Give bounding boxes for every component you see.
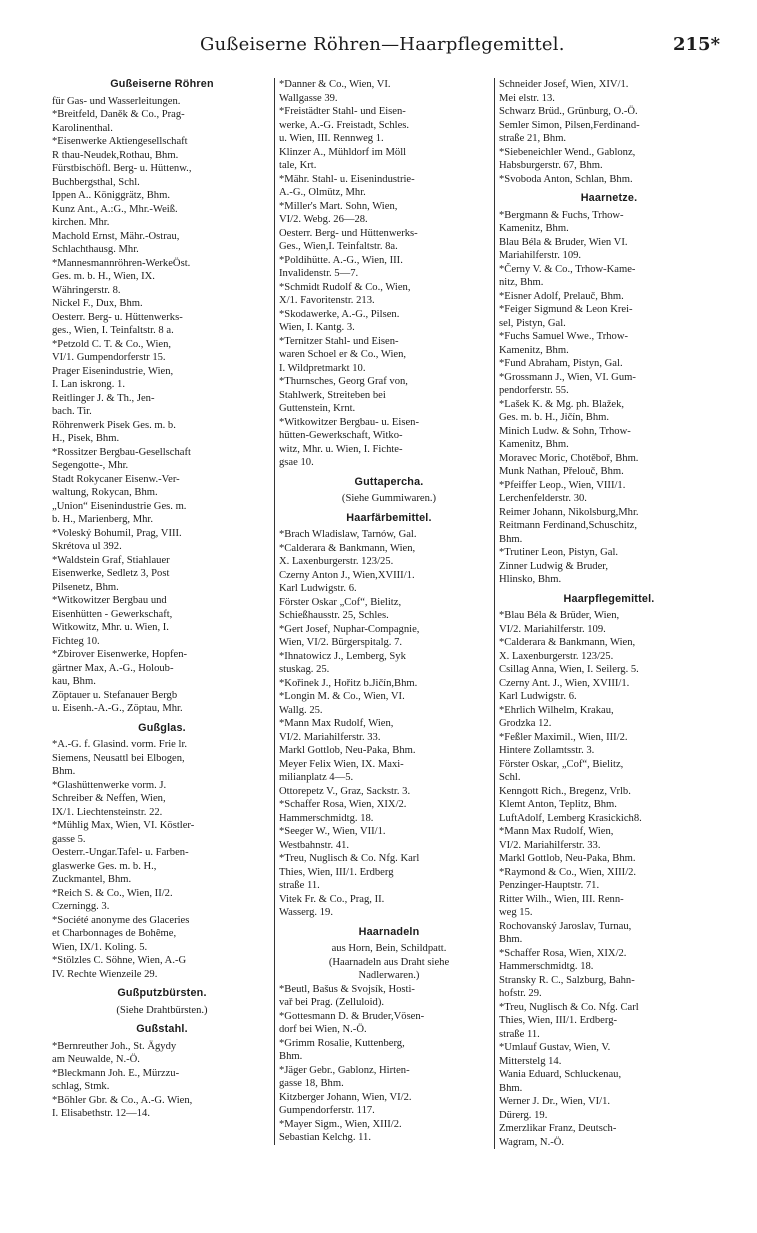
directory-entry-line: Schießhausstr. 25, Schles. [279,610,389,621]
directory-entry-line: Stransky R. C., Salzburg, Bahn- [499,974,635,986]
directory-entry-line: glaswerke Ges. m. b. H., [52,860,157,872]
directory-entry-line: *Thurnsches, Georg Graf von, [279,376,408,387]
directory-entry-line: *Lašek K. & Mg. ph. Blažek, [499,398,625,410]
directory-entry-line: *Ihnatowicz J., Lemberg, Syk [279,650,406,662]
directory-entry-line: Meyer Felix Wien, IX. Maxi- [279,758,404,770]
directory-entry-line: kirchen. Mhr. [52,217,110,228]
column-2 [274,78,499,1145]
directory-entry-line: Bhm. [279,1051,303,1062]
directory-entry-line: Segengotte-, Mhr. [52,460,129,471]
directory-entry-line: *Calderara & Bankmann, Wien, [279,542,416,554]
directory-entry-line: Schlachthausg. Mhr. [52,244,139,255]
directory-entry-line: VI/1. Gumpendorferstr 15. [52,352,166,363]
directory-entry-line: Ippen A.. Königgrätz, Bhm. [52,190,170,201]
section-heading: Haarpflegemittel. [563,592,655,605]
directory-entry-line: Schwarz Brüd., Grünburg, O.-Ö. [499,106,638,117]
directory-entry-line: Zinner Ludwig & Bruder, [499,560,609,572]
directory-entry-line: Wallg. 25. [279,704,323,716]
directory-entry-line: Wasserg. 19. [279,907,333,918]
directory-entry-line: *Fund Abraham, Pistyn, Gal. [499,358,623,369]
directory-entry-line: nitz, Bhm. [499,277,544,288]
directory-entry-line: für Gas- und Wasserleitungen. [52,95,181,107]
directory-entry-line: Wallgasse 39. [279,92,338,104]
directory-entry-line: *Gottesmann D. & Bruder,Vösen- [279,1010,425,1022]
directory-entry-line: Schneider Josef, Wien, XIV/1. [499,79,629,90]
directory-entry-line: *Bernreuther Joh., St. Ägydy [52,1040,177,1052]
directory-entry-line: straße 11. [279,880,320,891]
directory-entry-line: Kamenitz, Bhm. [499,344,569,356]
section-note: (Siehe Drahtbürsten.) [116,1004,208,1016]
section-heading: Guttapercha. [354,475,424,488]
directory-entry-line: Eisenhütten - Gewerkschaft, [52,608,173,620]
directory-entry-line: Gumpendorferstr. 117. [279,1105,375,1116]
directory-entry-line: Karl Ludwigstr. 6. [279,583,357,594]
directory-entry-line: *Voleský Bohumil, Prag, VIII. [52,527,182,539]
directory-entry-line: Klinzer A., Mühldorf im Möll [279,146,407,158]
directory-entry-line: tale, Krt. [279,160,317,171]
directory-entry-line: bach. Tir. [52,406,92,417]
directory-entry-line: Skrétova ul 392. [52,541,122,552]
directory-entry-line: Förster Oskar „Cof“, Bielitz, [279,596,402,608]
directory-entry-line: *Waldstein Graf, Stiahlauer [52,554,170,566]
directory-entry-line: Czerningg. 3. [52,901,110,912]
directory-entry-line: Bhm. [499,934,523,945]
page-header [40,34,720,60]
directory-entry-line: dorf bei Wien, N.-Ö. [279,1024,367,1035]
section-heading: Haarfärbemittel. [346,511,432,524]
directory-entry-line: gärtner Max, A.-G., Holoub- [52,662,174,674]
directory-entry-line: *Blau Béla & Brüder, Wien, [499,610,620,621]
directory-entry-line: vař bei Prag. (Zelluloid). [279,997,385,1008]
directory-entry-line: milianplatz 4—5. [279,772,354,783]
directory-entry-line: Guttenstein, Krnt. [279,403,356,414]
directory-entry-line: Ges. m. b. H., Jičín, Bhm. [499,412,610,423]
directory-entry-line: *Bleckmann Joh. E., Mürzzu- [52,1067,180,1079]
directory-entry-line: A.-G., Olmütz, Mhr. [279,187,366,198]
directory-entry-line: Karolinenthal. [52,122,113,134]
directory-entry-line: *Rossitzer Bergbau-Gesellschaft [52,446,191,458]
directory-entry-line: Wien, VI/2. Bürgerspitalg. 7. [279,637,403,648]
section-heading: Gußstahl. [136,1023,188,1035]
directory-entry-line: *Gert Josef, Nuphar-Compagnie, [279,623,420,635]
directory-entry-line: Westbahnstr. 41. [279,839,350,851]
page-number: 215* [673,34,720,55]
directory-entry-line: *Umlauf Gustav, Wien, V. [499,1042,611,1053]
directory-entry-line: *Pfeiffer Leop., Wien, VIII/1. [499,479,626,491]
directory-entry-line: hofstr. 29. [499,988,542,999]
directory-entry-line: Vitek Fr. & Co., Prag, II. [279,893,385,905]
directory-entry-line: *Reich S. & Co., Wien, II/2. [52,887,173,899]
column-1 [52,78,272,1121]
directory-entry-line: *Breitfeld, Daněk & Co., Prag- [52,109,185,120]
directory-entry-line: pendorferstr. 55. [499,385,569,396]
directory-entry-line: witz, Mhr. u. Wien, I. Fichte- [279,443,403,455]
directory-entry-line: *Schaffer Rosa, Wien, XIX/2. [279,799,407,810]
directory-entry-line: Thies, Wien, III/1. Erdberg [279,866,394,878]
directory-entry-line: *Freistädter Stahl- und Eisen- [279,106,406,117]
directory-entry-line: Bhm. [499,1082,523,1094]
directory-entry-line: Lerchenfelderstr. 30. [499,493,587,504]
directory-entry-line: *Eisner Adolf, Prelauč, Bhm. [499,290,624,302]
directory-entry-line: Prager Eisenindustrie, Wien, [52,365,174,377]
directory-entry-line: Wien, IX/1. Koling. 5. [52,941,148,953]
directory-entry-line: Dürerg. 19. [499,1109,548,1121]
directory-entry-line: *Eisenwerke Aktiengesellschaft [52,136,188,147]
directory-entry-line: I. Elisabethstr. 12—14. [52,1108,150,1119]
directory-entry-line: *Treu, Nuglisch & Co. Nfg. Carl [499,1001,639,1013]
directory-entry-line: Schl. [499,772,521,783]
directory-entry-line: VI/2. Mariahilferstr. 109. [499,623,606,635]
directory-entry-line: Fürstbischöfl. Berg- u. Hüttenw., [52,163,192,174]
directory-entry-line: Mei elstr. 13. [499,92,555,104]
directory-entry-line: Moravec Moric, Chotěboř, Bhm. [499,452,639,464]
directory-entry-line: VI/2. Mariahilferstr. 33. [279,731,381,743]
directory-entry-line: Markl Gottlob, Neu-Paka, Bhm. [499,853,636,864]
directory-entry-line: Nickel F., Dux, Bhm. [52,298,143,309]
directory-entry-line: *Glashüttenwerke vorm. J. [52,779,167,791]
directory-entry-line: *Petzold C. T. & Co., Wien, [52,338,172,350]
directory-entry-line: Kamenitz, Bhm. [499,223,569,234]
directory-entry-line: Hintere Zollamtsstr. 3. [499,745,595,756]
directory-entry-line: I. Lan iskrong. 1. [52,379,125,390]
directory-entry-line: *Mayer Sigm., Wien, XIII/2. [279,1118,402,1130]
directory-entry-line: waltung, Rokycan, Bhm. [52,487,158,498]
directory-entry-line: weg 15. [499,907,533,918]
directory-entry-line: Bhm. [52,766,76,777]
directory-entry-line: Hammerschmidtg. 18. [279,812,374,824]
directory-entry-line: Kamenitz, Bhm. [499,439,569,450]
directory-entry-line: X. Laxenburgerstr. 123/25. [279,556,394,567]
directory-entry-line: Buchbergsthal, Schl. [52,176,140,188]
directory-entry-line: Habsburgerstr. 67, Bhm. [499,160,603,171]
directory-entry-line: Grodzka 12. [499,718,552,729]
directory-entry-line: Ritter Wilh., Wien, III. Renn- [499,893,624,905]
directory-entry-line: LuftAdolf, Lemberg Krasickich8. [499,812,642,824]
directory-entry-line: Zmerzlikar Franz, Deutsch- [499,1123,617,1134]
directory-entry-line: Thies, Wien, III/1. Erdberg- [499,1015,618,1026]
section-note: aus Horn, Bein, Schildpatt. [331,943,447,954]
directory-entry-line: „Union“ Eisenindustrie Ges. m. [52,500,187,512]
directory-entry-line: gasse 18, Bhm. [279,1078,344,1089]
directory-entry-line: Wania Eduard, Schluckenau, [499,1069,622,1080]
directory-entry-line: *Siebeneichler Wend., Gablonz, [499,146,636,158]
directory-entry-line: IV. Rechte Wienzeile 29. [52,968,158,980]
directory-entry-line: u. Eisenh.-A.-G., Zöptau, Mhr. [52,703,183,714]
directory-entry-line: Hlinsko, Bhm. [499,574,562,585]
directory-entry-line: u. Wien, III. Rennweg 1. [279,133,384,144]
directory-entry-line: b. H., Marienberg, Mhr. [52,514,154,525]
directory-entry-line: Oesterr.-Ungar.Tafel- u. Farben- [52,847,189,858]
directory-entry-line: *Mann Max Rudolf, Wien, [499,826,614,837]
directory-entry-line: Währingerstr. 8. [52,284,121,296]
directory-entry-line: Reitlinger J. & Th., Jen- [52,392,155,404]
directory-entry-line: Wagram, N.-Ö. [499,1136,565,1148]
section-heading: Haarnadeln [358,925,420,938]
directory-entry-line: schlag, Stmk. [52,1081,110,1092]
section-heading: Gußputzbürsten. [117,987,207,999]
directory-entry-line: Minich Ludw. & Sohn, Trhow- [499,425,631,437]
directory-entry-line: *Schmidt Rudolf & Co., Wien, [279,281,411,293]
section-note: (Siehe Gummiwaren.) [341,493,437,504]
directory-entry-line: Fichteg 10. [52,635,100,647]
directory-entry-line: *Treu, Nuglisch & Co. Nfg. Karl [279,853,420,864]
column-3 [494,78,719,1149]
directory-entry-line: X/1. Favoritenstr. 213. [279,295,375,306]
directory-entry-line: *Mühlig Max, Wien, VI. Köstler- [52,820,195,831]
directory-entry-line: Penzinger-Hauptstr. 71. [499,880,600,891]
directory-entry-line: *Feßler Maximil., Wien, III/2. [499,731,628,743]
directory-entry-line: et Charbonnages de Bohême, [52,928,177,939]
directory-entry-line: Csillag Anna, Wien, I. Seilerg. 5. [499,664,639,675]
directory-entry-line: Semler Simon, Pilsen,Ferdinand- [499,119,640,131]
directory-entry-line: *Mann Max Rudolf, Wien, [279,718,394,729]
directory-entry-line: *Zbirover Eisenwerke, Hopfen- [52,649,188,660]
directory-entry-line: *Skodawerke, A.-G., Pilsen. [279,308,400,320]
directory-entry-line: *Svoboda Anton, Schlan, Bhm. [499,173,633,185]
directory-entry-line: Czerny Ant. J., Wien, XVIII/1. [499,677,630,689]
directory-entry-line: sel, Pistyn, Gal. [499,317,566,329]
directory-entry-line: Kitzberger Johann, Wien, VI/2. [279,1091,412,1103]
directory-entry-line: Stadt Rokycaner Eisenw.-Ver- [52,473,180,485]
directory-entry-line: *Fuchs Samuel Wwe., Trhow- [499,331,628,342]
directory-entry-line: Oesterr. Berg- und Hüttenwerks- [279,227,418,239]
directory-entry-line: kau, Bhm. [52,676,96,687]
directory-entry-line: Rochovanský Jaroslav, Turnau, [499,920,632,932]
directory-entry-line: Zöptauer u. Stefanauer Bergb [52,689,178,701]
directory-entry-line: Hammerschmidtg. 18. [499,961,594,972]
directory-entry-line: *Raymond & Co., Wien, XIII/2. [499,866,637,878]
directory-entry-line: ges., Wien, I. Teinfaltstr. 8 a. [52,325,174,336]
directory-entry-line: Schreiber & Neffen, Wien, [52,793,166,804]
section-note: (Haarnadeln aus Draht siehe [328,956,450,968]
directory-entry-line: H., Pisek, Bhm. [52,433,120,444]
directory-entry-line: Bhm. [499,533,523,545]
directory-entry-line: Förster Oskar, „Cof“, Bielitz, [499,758,624,770]
directory-entry-line: Eisenwerke, Sedletz 3, Post [52,568,170,579]
directory-entry-line: *Schaffer Rosa, Wien, XIX/2. [499,947,627,959]
directory-entry-line: Siemens, Neusattl bei Elbogen, [52,752,185,764]
directory-entry-line: Pilsenetz, Bhm. [52,581,119,593]
directory-entry-line: *Miller's Mart. Sohn, Wien, [279,200,398,212]
directory-entry-line: *Feiger Sigmund & Leon Krei- [499,304,633,315]
directory-entry-line: *Jäger Gebr., Gablonz, Hirten- [279,1064,410,1076]
directory-entry-line: Invalidenstr. 5—7. [279,268,359,279]
section-heading: Gußglas. [138,721,186,734]
directory-entry-line: gsae 10. [279,457,314,468]
page-title: Gußeiserne Röhren—Haarpflegemittel. [200,34,565,55]
directory-entry-line: Ottorepetz V., Graz, Sackstr. 3. [279,785,411,797]
directory-entry-line: *Danner & Co., Wien, VI. [279,79,391,90]
directory-entry-line: Sebastian Kelchg. 11. [279,1132,371,1143]
directory-entry-line: Werner J. Dr., Wien, VI/1. [499,1096,611,1107]
directory-entry-line: *Poldihütte. A.-G., Wien, III. [279,254,403,266]
directory-entry-line: Zuckmantel, Bhm. [52,874,132,885]
directory-entry-line: Oesterr. Berg- u. Hüttenwerks- [52,311,183,323]
directory-entry-line: IX/1. Liechtensteinstr. 22. [52,806,163,818]
directory-entry-line: *Société anonyme des Glaceries [52,914,190,926]
directory-entry-line: *Černy V. & Co., Trhow-Kame- [499,263,636,275]
directory-entry-line: VI/2. Webg. 26—28. [279,214,368,225]
directory-entry-line: *Beutl, Bašus & Svojsík, Hosti- [279,983,415,995]
section-heading: Gußeiserne Röhren [110,78,214,90]
directory-entry-line: VI/2. Mariahilferstr. 33. [499,839,601,851]
directory-entry-line: *Kořinek J., Hořitz b.Jičín,Bhm. [279,677,418,689]
section-heading: Haarnetze. [580,192,638,204]
directory-entry-line: Karl Ludwigstr. 6. [499,691,577,702]
directory-entry-line: Röhrenwerk Pisek Ges. m. b. [52,419,176,431]
directory-entry-line: waren Schoel er & Co., Wien, [279,349,407,360]
directory-entry-line: X. Laxenburgerstr. 123/25. [499,650,614,662]
directory-entry-line: R thau-Neudek,Rothau, Bhm. [52,149,179,161]
directory-entry-line: Ges., Wien,I. Teinfaltstr. 8a. [279,241,398,252]
directory-entry-line: *Bergmann & Fuchs, Trhow- [499,209,624,221]
directory-entry-line: am Neuwalde, N.-Ö. [52,1054,140,1065]
directory-entry-line: Witkowitz, Mhr. u. Wien, I. [52,622,169,633]
directory-entry-line: *Grossmann J., Wien, VI. Gum- [499,371,636,383]
directory-entry-line: *Ehrlich Wilhelm, Krakau, [499,704,614,716]
directory-entry-line: Ges. m. b. H., Wien, IX. [52,271,155,282]
directory-entry-line: Reimer Johann, Nikolsburg,Mhr. [499,506,639,518]
directory-entry-line: *Brach Wladislaw, Tarnów, Gal. [279,529,417,540]
directory-entry-line: Wien, I. Kantg. 3. [279,322,355,333]
directory-entry-line: *A.-G. f. Glasind. vorm. Frie lr. [52,739,188,750]
directory-entry-line: *Grimm Rosalie, Kuttenberg, [279,1037,405,1049]
directory-entry-line: *Ternitzer Stahl- und Eisen- [279,335,399,347]
directory-entry-line: I. Wildpretmarkt 10. [279,362,366,374]
directory-entry-line: straße 21, Bhm. [499,133,567,144]
directory-entry-line: Reitmann Ferdinand,Schuschitz, [499,520,637,531]
directory-entry-line: Blau Béla & Bruder, Wien VI. [499,236,628,248]
directory-entry-line: *Witkowitzer Bergbau- u. Eisen- [279,416,419,428]
directory-entry-line: straße 11. [499,1028,540,1040]
directory-entry-line: Kunz Ant., A.:G., Mhr.-Weiß. [52,203,178,215]
directory-entry-line: gasse 5. [52,833,86,845]
directory-entry-line: *Mannesmannröhren-WerkeÖst. [52,257,191,269]
directory-entry-line: Mariahilferstr. 109. [499,250,582,261]
directory-entry-line: *Seeger W., Wien, VII/1. [279,826,386,837]
directory-entry-line: Czerny Anton J., Wien,XVIII/1. [279,569,415,581]
directory-entry-line: Klemt Anton, Teplitz, Bhm. [499,799,617,810]
directory-entry-line: Munk Nathan, Přelouč, Bhm. [499,466,624,477]
directory-entry-line: hütten-Gewerkschaft, Witko- [279,430,403,441]
directory-entry-line: Stahlwerk, Streiteben bei [279,389,386,401]
directory-entry-line: Mitterstelg 14. [499,1055,562,1067]
directory-entry-line: Machold Ernst, Mähr.-Ostrau, [52,230,180,242]
directory-entry-line: *Longin M. & Co., Wien, VI. [279,691,405,702]
directory-entry-line: werke, A.-G. Freistadt, Schles. [279,119,410,131]
directory-entry-line: Markl Gottlob, Neu-Paka, Bhm. [279,745,416,756]
directory-entry-line: *Stölzles C. Söhne, Wien, A.-G [52,955,187,966]
directory-entry-line: *Witkowitzer Bergbau und [52,595,167,606]
directory-entry-line: *Böhler Gbr. & Co., A.-G. Wien, [52,1094,193,1106]
directory-entry-line: stuskag. 25. [279,664,330,675]
directory-entry-line: Kenngott Rich., Bregenz, Vrlb. [499,785,631,797]
directory-entry-line: *Trutiner Leon, Pistyn, Gal. [499,547,619,558]
directory-entry-line: *Mähr. Stahl- u. Eisenindustrie- [279,173,415,185]
section-note: Nadlerwaren.) [358,970,420,981]
directory-entry-line: *Calderara & Bankmann, Wien, [499,637,636,648]
